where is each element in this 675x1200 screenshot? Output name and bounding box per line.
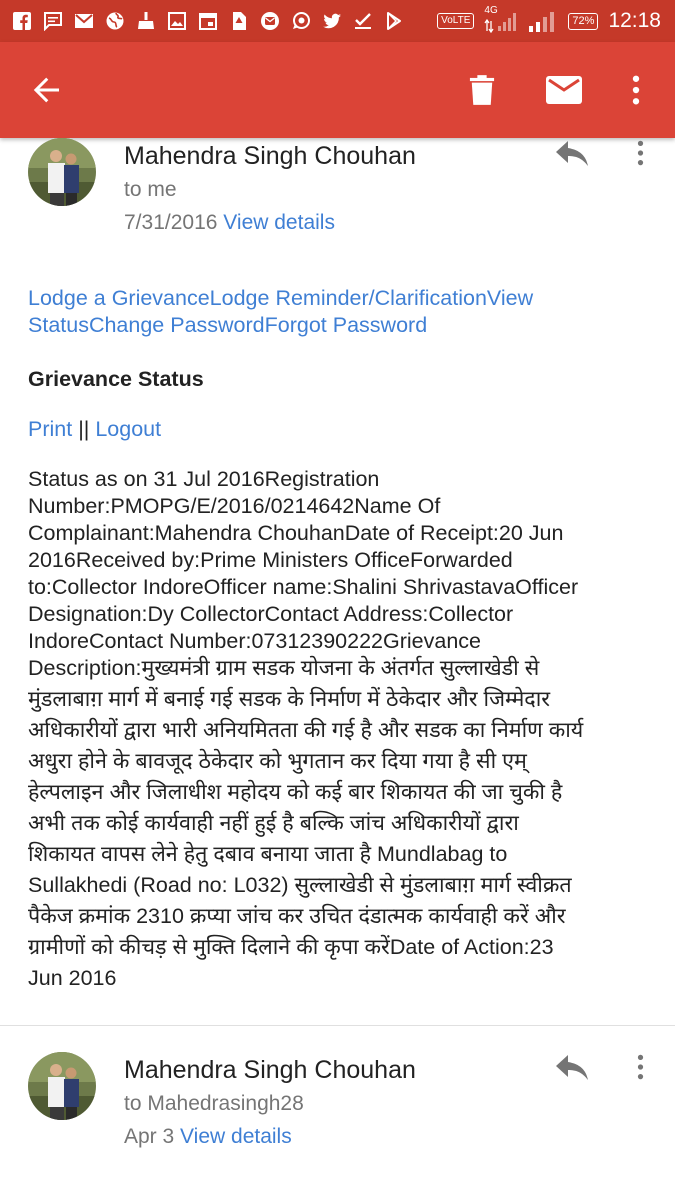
notification-icons — [12, 9, 404, 33]
print-link[interactable]: Print — [28, 417, 73, 441]
more-vert-icon — [632, 75, 640, 105]
sender-name: Mahendra Singh Chouhan — [124, 142, 416, 170]
status-indicators — [437, 5, 661, 34]
avatar-photo-icon — [28, 1052, 96, 1120]
logout-link[interactable]: Logout — [95, 417, 162, 441]
view-details-link[interactable]: View details — [180, 1125, 292, 1148]
status-line: अभी तक कोई कार्यवाही नहीं हुई है बल्कि जांच अधिकारीयों द्वारा — [28, 811, 519, 835]
status-line: 2016Received by:Prime Ministers OfficeForwarded — [28, 548, 513, 572]
more-vert-icon — [637, 139, 644, 167]
mobile-data-arrows-icon — [484, 9, 518, 33]
view-details-link[interactable]: View details — [223, 211, 335, 234]
status-line: Sullakhedi (Road no: L032) सुल्लाखेडी से मुंडलाबाग़ मार्ग स्वीक्रत — [28, 873, 572, 897]
grievance-nav-links[interactable]: Lodge a GrievanceLodge Reminder/ClarificationView StatusChange PasswordForgot Password — [28, 286, 534, 337]
status-line: Complainant:Mahendra ChouhanDate of Receipt:20 Jun — [28, 521, 564, 545]
battery-indicator: 72% — [568, 13, 598, 30]
messenger-icon — [260, 11, 280, 31]
link-separator: || — [72, 417, 96, 441]
delete-button[interactable] — [458, 66, 506, 114]
globe-icon — [105, 11, 125, 31]
status-line: ग्रामीणों को कीचड़ से मुक्ति दिलाने की कृपा करेंDate of Action:23 — [28, 935, 554, 959]
twitter-icon — [322, 11, 342, 31]
message-overflow-button[interactable] — [620, 1047, 660, 1087]
volte-badge: VoLTE — [437, 13, 474, 29]
gallery-icon — [167, 11, 187, 31]
status-line: Designation:Dy CollectorContact Address:Collector — [28, 602, 514, 626]
status-line: Description:मुख्यमंत्री ग्राम सडक योजना के अंतर्गत सुल्लाखेडी से — [28, 656, 540, 680]
status-line: शिकायत वापस लेने हेतु दबाव बनाया जाता है Mundlabag to — [28, 842, 508, 866]
message-divider — [0, 1025, 675, 1026]
message-overflow-button[interactable] — [620, 133, 660, 173]
avatar[interactable] — [28, 1052, 96, 1120]
avatar-photo-icon — [28, 138, 96, 206]
app-bar — [0, 42, 675, 138]
message-icon — [43, 11, 63, 31]
calendar-icon — [198, 11, 218, 31]
grievance-status-details — [28, 466, 653, 996]
back-arrow-icon — [31, 74, 63, 106]
reply-icon — [555, 1055, 589, 1081]
clean-icon — [136, 11, 156, 31]
play-store-icon — [384, 11, 404, 31]
mail-icon — [546, 76, 582, 104]
status-line: Status as on 31 Jul 2016Registration — [28, 467, 380, 491]
grievance-status-heading: Grievance Status — [28, 367, 204, 391]
message-date-line — [124, 1125, 292, 1149]
check-icon — [353, 11, 373, 31]
status-line: मुंडलाबाग़ मार्ग में बनाई गई सडक के निर्माण में ठेकेदार और जिम्मेदार — [28, 687, 551, 711]
recipient-line: to me — [124, 178, 177, 201]
status-line: अधिकारीयों द्वारा भारी अनियमितता की गई है और सडक का निर्माण कार्य — [28, 718, 584, 742]
message-header[interactable] — [0, 1052, 675, 1162]
trash-icon — [469, 74, 495, 106]
status-line: अधुरा होने के बावजूद ठेकेदार को भुगतान कर दिया गया है सी एम् — [28, 749, 527, 773]
gmail-icon — [74, 11, 94, 31]
reply-button[interactable] — [552, 134, 592, 174]
recipient-line: to Mahedrasingh28 — [124, 1092, 304, 1115]
status-line: to:Collector IndoreOfficer name:Shalini ShrivastavaOfficer — [28, 575, 579, 599]
whatsapp-icon — [291, 11, 311, 31]
print-logout-line — [28, 416, 653, 443]
sender-name: Mahendra Singh Chouhan — [124, 1056, 416, 1084]
message-date: 7/31/2016 — [124, 211, 218, 234]
status-line: पैकेज क्रमांक 2310 क्रप्या जांच कर उचित दंडात्मक कार्यवाही करें और — [28, 904, 566, 928]
network-type: 4G — [484, 9, 518, 33]
status-line: Jun 2016 — [28, 966, 117, 990]
status-line: Number:PMOPG/E/2016/0214642Name Of — [28, 494, 441, 518]
message-date: Apr 3 — [124, 1125, 175, 1148]
reply-button[interactable] — [552, 1048, 592, 1088]
more-vert-icon — [637, 1053, 644, 1081]
status-line: IndoreContact Number:07312390222Grievance — [28, 629, 481, 653]
reply-icon — [555, 141, 589, 167]
drive-icon — [229, 11, 249, 31]
message-header[interactable] — [0, 138, 675, 250]
overflow-menu-button[interactable] — [612, 66, 660, 114]
avatar[interactable] — [28, 138, 96, 206]
mark-unread-button[interactable] — [540, 66, 588, 114]
status-bar — [0, 0, 675, 42]
facebook-icon — [12, 11, 32, 31]
message-date-line — [124, 211, 335, 235]
back-button[interactable] — [23, 66, 71, 114]
signal-icon — [528, 9, 558, 33]
status-line: हेल्पलाइन और जिलाधीश महोदय को कई बार शिकायत की जा चुकी है — [28, 780, 563, 804]
clock: 12:18 — [608, 9, 661, 32]
